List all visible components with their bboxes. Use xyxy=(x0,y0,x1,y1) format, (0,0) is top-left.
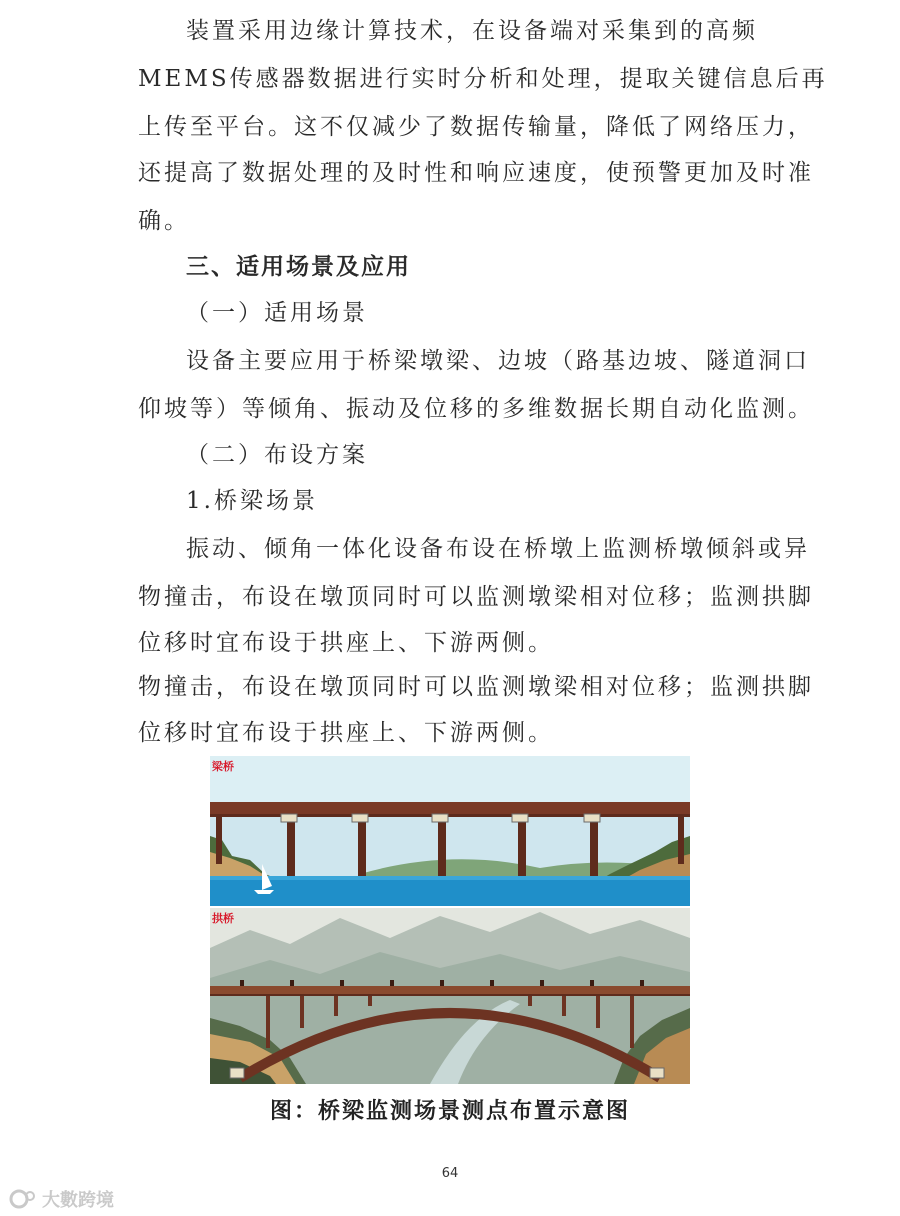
scenario-line-2: 仰坡等）等倾角、振动及位移的多维数据长期自动化监测。 xyxy=(138,396,814,422)
subsection-heading-2: （二）布设方案 xyxy=(186,442,368,468)
page-number: 64 xyxy=(441,1166,459,1181)
watermark-logo-icon xyxy=(8,1188,38,1210)
layout-line-2: 物撞击，布设在墩顶同时可以监测墩梁相对位移；监测拱脚 xyxy=(138,584,814,610)
paragraph-line-2: MEMS传感器数据进行实时分析和处理，提取关键信息后再 xyxy=(138,66,828,92)
item-heading-1: 1.桥梁场景 xyxy=(186,488,318,514)
bridge-illustration xyxy=(210,756,690,1084)
girder-bridge-label: 梁桥 xyxy=(212,760,234,773)
layout-line-5: 位移时宜布设于拱座上、下游两侧。 xyxy=(138,720,554,746)
figure-caption: 图：桥梁监测场景测点布置示意图 xyxy=(269,1099,630,1124)
arch-bridge-label: 拱桥 xyxy=(212,912,234,925)
arch-bridge-panel xyxy=(210,908,690,1084)
scenario-line-1: 设备主要应用于桥梁墩梁、边坡（路基边坡、隧道洞口 xyxy=(186,348,810,374)
paragraph-line-5: 确。 xyxy=(138,208,190,234)
layout-line-1: 振动、倾角一体化设备布设在桥墩上监测桥墩倾斜或异 xyxy=(186,536,810,562)
girder-bridge-panel xyxy=(210,756,690,906)
layout-line-4: 物撞击，布设在墩顶同时可以监测墩梁相对位移；监测拱脚 xyxy=(138,674,814,700)
subsection-heading-1: （一）适用场景 xyxy=(186,300,368,326)
layout-line-3: 位移时宜布设于拱座上、下游两侧。 xyxy=(138,630,554,656)
paragraph-line-4: 还提高了数据处理的及时性和响应速度，使预警更加及时准 xyxy=(138,160,814,186)
bridge-figure xyxy=(210,756,690,1084)
paragraph-line-3: 上传至平台。这不仅减少了数据传输量，降低了网络压力， xyxy=(138,114,814,140)
watermark xyxy=(8,1186,114,1212)
watermark-text: 大數跨境 xyxy=(42,1190,114,1211)
paragraph-line-1: 装置采用边缘计算技术，在设备端对采集到的高频 xyxy=(186,18,758,44)
section-heading: 三、适用场景及应用 xyxy=(186,253,411,280)
